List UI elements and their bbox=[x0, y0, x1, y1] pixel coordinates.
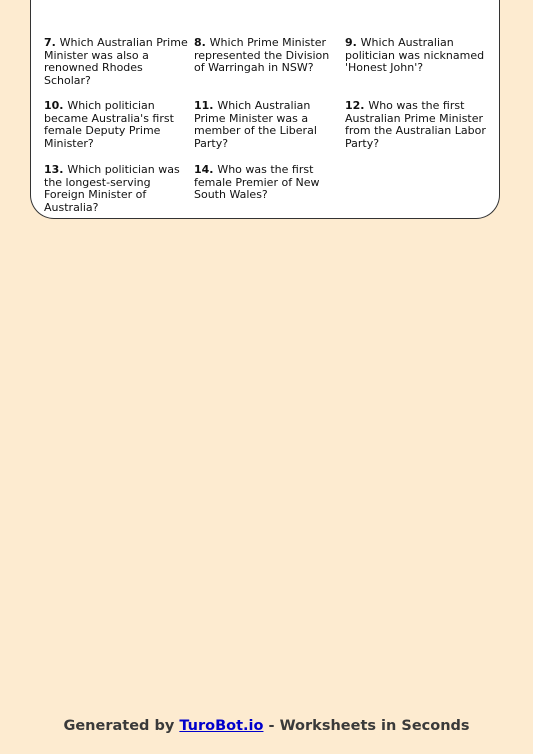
question-text: Which politician was the longest-serving Foreign Minister of Australia? bbox=[44, 163, 180, 214]
question-text: Which Prime Minister represented the Division of Warringah in NSW? bbox=[194, 36, 330, 75]
footer-prefix: Generated by bbox=[63, 718, 180, 734]
question-12 bbox=[345, 100, 490, 150]
question-number: 7. bbox=[44, 36, 60, 49]
question-text: Which Australian Prime Minister was a member of the Liberal Party? bbox=[194, 99, 317, 150]
question-text: Who was the first female Premier of New South Wales? bbox=[194, 163, 320, 202]
question-10 bbox=[44, 100, 189, 150]
question-text: Which politician became Australia's first female Deputy Prime Minister? bbox=[44, 99, 174, 150]
question-number: 10. bbox=[44, 99, 68, 112]
question-number: 11. bbox=[194, 99, 218, 112]
question-number: 9. bbox=[345, 36, 361, 49]
footer-suffix: - Worksheets in Seconds bbox=[263, 718, 470, 734]
question-11 bbox=[194, 100, 339, 150]
question-number: 14. bbox=[194, 163, 218, 176]
question-13 bbox=[44, 164, 189, 214]
question-8 bbox=[194, 37, 339, 75]
question-number: 12. bbox=[345, 99, 369, 112]
question-9 bbox=[345, 37, 490, 75]
turobot-link[interactable]: TuroBot.io bbox=[179, 718, 264, 734]
question-14 bbox=[194, 164, 339, 202]
footer bbox=[0, 718, 533, 734]
question-7 bbox=[44, 37, 189, 87]
question-text: Which Australian Prime Minister was also a renowned Rhodes Scholar? bbox=[44, 36, 188, 87]
question-number: 13. bbox=[44, 163, 68, 176]
question-number: 8. bbox=[194, 36, 210, 49]
question-text: Who was the first Australian Prime Minister from the Australian Labor Party? bbox=[345, 99, 486, 150]
question-text: Which Australian politician was nicknamed 'Honest John'? bbox=[345, 36, 485, 75]
